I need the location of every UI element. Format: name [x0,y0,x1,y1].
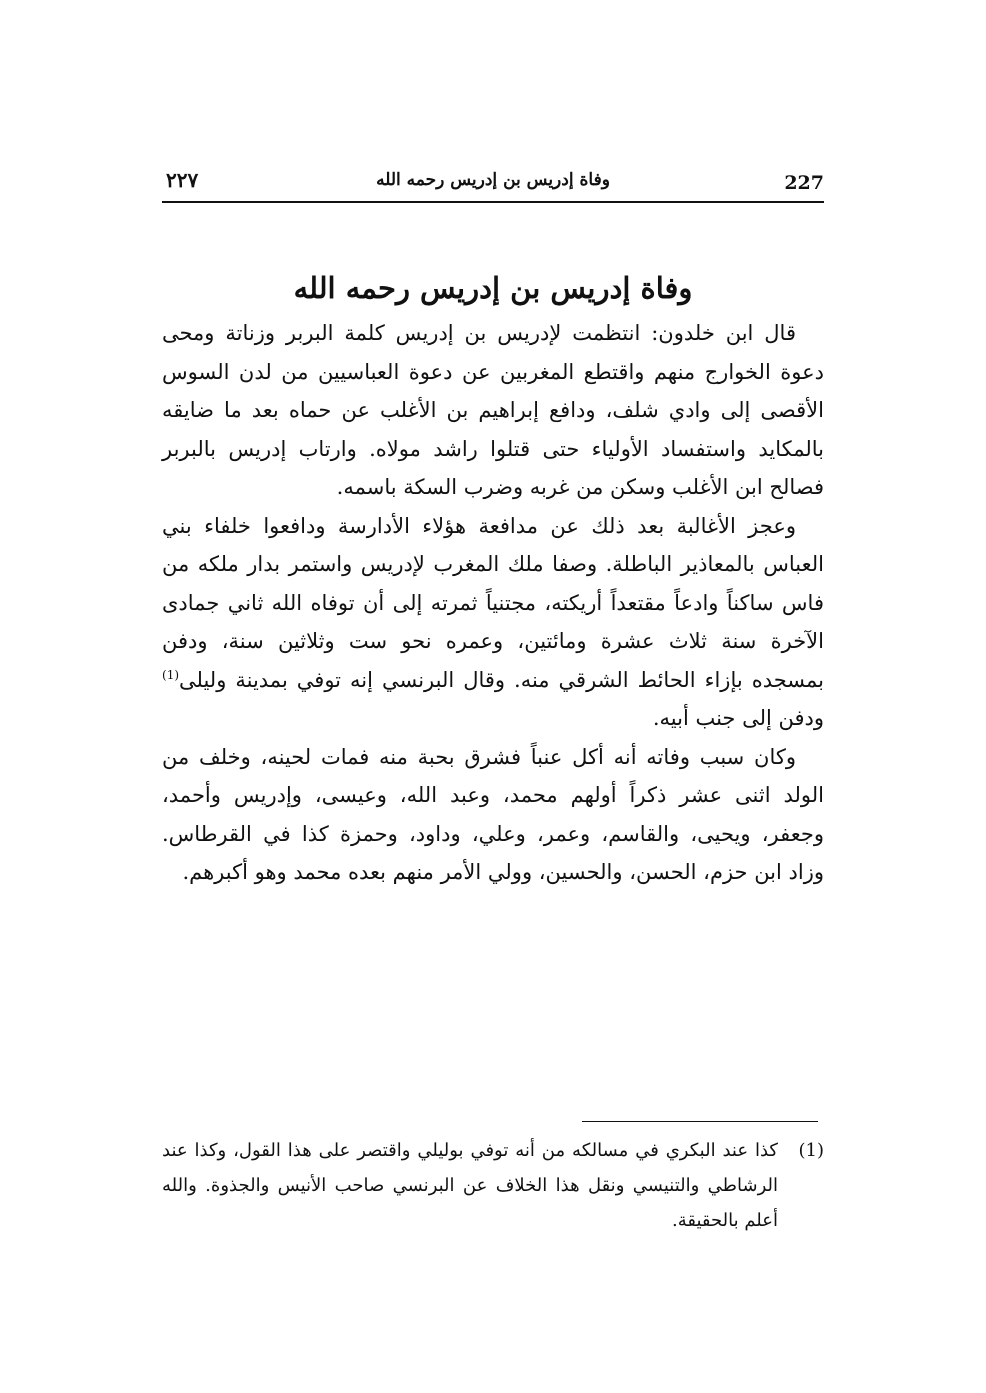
body-text [162,314,824,892]
chapter-title: وفاة إدريس بن إدريس رحمه الله [293,271,693,306]
footnote-text: كذا عند البكري في مسالكه من أنه توفي بوليلي واقتصر على هذا القول، وكذا عند الرشاطي والتنيسي ونقل هذا الخلاف عن البرنسي صاحب الأنيس والجذوة. والله أعلم بالحقيقة. [162,1140,778,1231]
paragraph-2-text-b: ودفن إلى جنب أبيه. [652,706,824,730]
footnote-rule [582,1121,818,1122]
footnote-reference: (1) [162,667,180,682]
paragraph-2-text-a: وعجز الأغالبة بعد ذلك عن مدافعة هؤلاء الأدارسة ودافعوا خلفاء بني العباس بالمعاذير الباطلة. وصفا ملك المغرب لإدريس واستمر بدار ملكه من فاس ساكناً وادعاً مقتعداً أريكته، مجتنياً ثمرته إلى أن توفاه الله ثاني جمادى الآخرة سنة ثلاث عشرة ومائتين، وعمره نحو ست وثلاثين سنة، ودفن بمسجده بإزاء الحائط الشرقي منه. وقال البرنسي إنه توفي بمدينة وليلى [162,513,824,692]
footnote-marker: (1) [798,1140,824,1161]
header-rule [162,201,824,203]
paragraph-1: قال ابن خلدون: انتظمت لإدريس بن إدريس كلمة البربر وزناتة ومحى دعوة الخوارج منهم واقتطع المغربين عن دعوة العباسيين من لدن السوس الأقصى إلى وادي شلف، ودافع إبراهيم بن الأغلب عن حماه بعد ما ضايقه بالمكايد واستفساد الأولياء حتى قتلوا راشد مولاه. وارتاب إدريس بالبربر فصالح ابن الأغلب وسكن من غربه وضرب السكة باسمه. [162,321,824,499]
page-number-arabic: ٢٢٧ [166,168,199,192]
paragraph-3: وكان سبب وفاته أنه أكل عنباً فشرق بحبة منه فمات لحينه، وخلف من الولد اثنى عشر ذكراً أولهم محمد، وعبد الله، وعيسى، وإدريس وأحمد، وجعفر، ويحيى، والقاسم، وعمر، وعلي، وداود، وحمزة كذا في القرطاس. وزاد ابن حزم، الحسن، والحسين، وولي الأمر منهم بعده محمد وهو أكبرهم. [162,744,824,884]
running-header [162,168,824,198]
footnote [162,1133,824,1238]
paragraph-2 [162,507,824,738]
page-number-latin: 227 [784,172,824,194]
running-title: وفاة إدريس بن إدريس رحمه الله [376,170,610,190]
